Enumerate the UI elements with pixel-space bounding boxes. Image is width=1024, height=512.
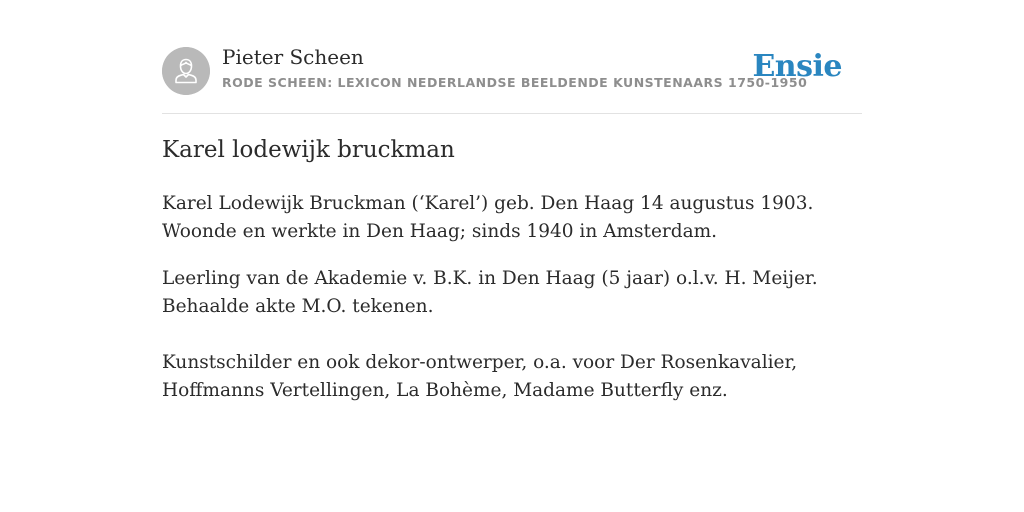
article-title: Karel lodewijk bruckman xyxy=(162,137,455,163)
article-paragraph: Kunstschilder en ook dekor-ontwerper, o.a. voor Der Rosenkavalier, Hoffmanns Vertellingen, La Bohème, Madame Butterfly enz. xyxy=(162,352,798,401)
user-icon xyxy=(162,47,210,95)
author-avatar[interactable] xyxy=(162,47,210,95)
article-paragraph: Leerling van de Akademie v. B.K. in Den Haag (5 jaar) o.l.v. H. Meijer. Behaalde akte M.O. tekenen. xyxy=(162,268,818,317)
author-name[interactable]: Pieter Scheen xyxy=(222,45,364,69)
article-header xyxy=(162,0,862,114)
article-card xyxy=(162,0,862,401)
ensie-logo[interactable]: Ensie xyxy=(752,49,842,84)
article-paragraph: Karel Lodewijk Bruckman (‘Karel’) geb. Den Haag 14 augustus 1903. Woonde en werkte in Den Haag; sinds 1940 in Amsterdam. xyxy=(162,193,814,242)
source-title[interactable]: RODE SCHEEN: LEXICON NEDERLANDSE BEELDENDE KUNSTENAARS 1750-1950 xyxy=(222,75,808,90)
